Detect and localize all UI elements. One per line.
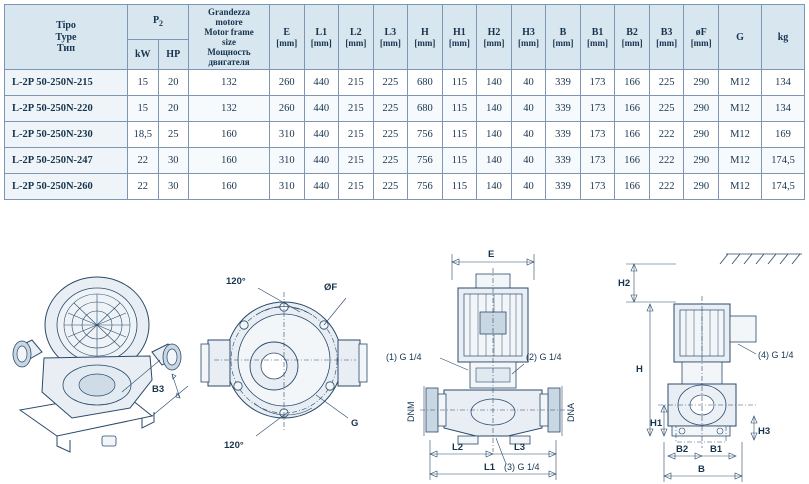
table-row xyxy=(5,148,805,174)
cell-b3: 222 xyxy=(649,122,684,148)
cell-kw: 15 xyxy=(128,96,159,122)
cell-h2: 140 xyxy=(477,174,512,200)
header-col-kg: kg xyxy=(762,5,805,70)
header-col-l1 xyxy=(304,5,339,70)
cell-f: 290 xyxy=(684,174,719,200)
header-col-h3 xyxy=(511,5,546,70)
cell-e: 310 xyxy=(270,122,305,148)
cell-frame: 132 xyxy=(189,96,270,122)
header-col-e-label: E xyxy=(283,26,291,38)
header-kw: kW xyxy=(128,40,159,70)
cell-h3: 40 xyxy=(511,174,546,200)
cell-kg: 169 xyxy=(762,122,805,148)
label-h: H xyxy=(636,364,643,375)
header-col-g: G xyxy=(719,5,762,70)
cell-h2: 140 xyxy=(477,96,512,122)
cell-b2: 166 xyxy=(615,70,650,96)
specification-table xyxy=(4,4,805,200)
cell-b1: 173 xyxy=(580,174,615,200)
cell-l3: 225 xyxy=(373,174,408,200)
cell-f: 290 xyxy=(684,148,719,174)
header-col-h2-unit: [mm] xyxy=(483,37,505,48)
header-col-f xyxy=(684,5,719,70)
cell-f: 290 xyxy=(684,96,719,122)
header-col-b xyxy=(546,5,581,70)
cell-kg: 134 xyxy=(762,70,805,96)
header-col-b1-label: B1 xyxy=(591,26,604,38)
cell-l2: 215 xyxy=(339,70,374,96)
table-row xyxy=(5,96,805,122)
header-col-b1 xyxy=(580,5,615,70)
cell-h3: 40 xyxy=(511,96,546,122)
label-angle-bottom: 120° xyxy=(224,440,244,451)
cell-hp: 30 xyxy=(158,148,189,174)
cell-g: M12 xyxy=(719,122,762,148)
drawing-isometric-view xyxy=(2,240,192,484)
header-col-h-unit: [mm] xyxy=(414,37,436,48)
cell-g: M12 xyxy=(719,96,762,122)
cell-l1: 440 xyxy=(304,96,339,122)
label-of: ØF xyxy=(324,282,338,293)
cell-b3: 222 xyxy=(649,174,684,200)
header-tipo-line-2: Type xyxy=(55,31,77,43)
header-col-l2 xyxy=(339,5,374,70)
cell-h: 756 xyxy=(408,148,443,174)
table-body xyxy=(5,70,805,200)
cell-h1: 115 xyxy=(442,70,477,96)
cell-b2: 166 xyxy=(615,122,650,148)
header-col-h1 xyxy=(442,5,477,70)
label-l1: L1 xyxy=(484,462,496,473)
header-col-h-label: H xyxy=(421,26,429,38)
cell-e: 260 xyxy=(270,96,305,122)
header-col-h2 xyxy=(477,5,512,70)
header-col-l2-unit: [mm] xyxy=(345,37,367,48)
table-header xyxy=(5,5,805,70)
cell-b3: 222 xyxy=(649,148,684,174)
header-col-h3-label: H3 xyxy=(522,26,535,38)
cell-h: 756 xyxy=(408,122,443,148)
cell-model: L-2P 50-250N-220 xyxy=(5,96,128,122)
frame-line-5: Мощность xyxy=(207,47,251,58)
cell-b2: 166 xyxy=(615,148,650,174)
label-g4-quarter: (4) G 1/4 xyxy=(758,350,794,360)
header-col-h2-label: H2 xyxy=(487,26,501,38)
cell-model: L-2P 50-250N-260 xyxy=(5,174,128,200)
frame-line-1: Grandezza xyxy=(208,7,250,17)
cell-kw: 22 xyxy=(128,148,159,174)
cell-f: 290 xyxy=(684,122,719,148)
cell-h: 680 xyxy=(408,70,443,96)
cell-l1: 440 xyxy=(304,122,339,148)
header-p2-label: P xyxy=(152,15,160,27)
label-h1: H1 xyxy=(650,418,663,429)
header-col-b3-unit: [mm] xyxy=(656,37,678,48)
cell-l3: 225 xyxy=(373,122,408,148)
header-col-b3-label: B3 xyxy=(660,26,673,38)
header-col-b2 xyxy=(615,5,650,70)
cell-kw: 22 xyxy=(128,174,159,200)
frame-line-4: size xyxy=(222,37,236,48)
cell-h2: 140 xyxy=(477,70,512,96)
header-p2 xyxy=(128,5,189,40)
frame-line-3: Motor frame xyxy=(204,27,254,38)
cell-h3: 40 xyxy=(511,122,546,148)
drawing-front-view xyxy=(384,240,604,484)
cell-h1: 115 xyxy=(442,174,477,200)
header-col-f-unit: [mm] xyxy=(690,37,712,48)
cell-h1: 115 xyxy=(442,148,477,174)
label-b1: B1 xyxy=(710,444,723,455)
cell-hp: 20 xyxy=(158,96,189,122)
cell-g: M12 xyxy=(719,174,762,200)
header-col-f-label: øF xyxy=(695,26,707,38)
header-tipo-line-3: Тип xyxy=(57,42,75,54)
cell-g: M12 xyxy=(719,148,762,174)
drawing-side-view xyxy=(606,240,806,484)
cell-h1: 115 xyxy=(442,122,477,148)
cell-b2: 166 xyxy=(615,174,650,200)
header-col-b3 xyxy=(649,5,684,70)
label-b3: B3 xyxy=(152,384,165,395)
cell-kg: 174,5 xyxy=(762,148,805,174)
cell-kw: 18,5 xyxy=(128,122,159,148)
table-row xyxy=(5,174,805,200)
cell-l2: 215 xyxy=(339,148,374,174)
cell-kg: 174,5 xyxy=(762,174,805,200)
cell-hp: 20 xyxy=(158,70,189,96)
cell-b: 339 xyxy=(546,148,581,174)
cell-b: 339 xyxy=(546,96,581,122)
cell-h2: 140 xyxy=(477,148,512,174)
cell-e: 260 xyxy=(270,70,305,96)
cell-l2: 215 xyxy=(339,96,374,122)
header-col-e-unit: [mm] xyxy=(276,37,298,48)
cell-l2: 215 xyxy=(339,122,374,148)
cell-b: 339 xyxy=(546,122,581,148)
header-hp: HP xyxy=(158,40,189,70)
cell-frame: 132 xyxy=(189,70,270,96)
label-l2: L2 xyxy=(452,442,464,453)
cell-frame: 160 xyxy=(189,122,270,148)
cell-kw: 15 xyxy=(128,70,159,96)
header-col-l2-label: L2 xyxy=(349,26,362,38)
label-e: E xyxy=(488,249,495,260)
table-row xyxy=(5,122,805,148)
label-g: G xyxy=(351,418,359,429)
label-b2: B2 xyxy=(676,444,689,455)
cell-l1: 440 xyxy=(304,174,339,200)
cell-l3: 225 xyxy=(373,96,408,122)
header-col-b1-unit: [mm] xyxy=(587,37,609,48)
cell-model: L-2P 50-250N-215 xyxy=(5,70,128,96)
cell-h: 680 xyxy=(408,96,443,122)
cell-b: 339 xyxy=(546,70,581,96)
cell-hp: 30 xyxy=(158,174,189,200)
label-g2-quarter: (2) G 1/4 xyxy=(526,352,562,362)
header-tipo xyxy=(5,5,128,70)
header-col-b-label: B xyxy=(559,26,567,38)
cell-b3: 225 xyxy=(649,70,684,96)
header-col-l1-unit: [mm] xyxy=(310,37,332,48)
label-dnm: DNM xyxy=(406,401,416,422)
label-l3: L3 xyxy=(514,442,526,453)
label-g1-quarter: (1) G 1/4 xyxy=(386,352,422,362)
cell-h3: 40 xyxy=(511,148,546,174)
cell-b2: 166 xyxy=(615,96,650,122)
cell-b1: 173 xyxy=(580,148,615,174)
cell-h2: 140 xyxy=(477,122,512,148)
cell-e: 310 xyxy=(270,148,305,174)
cell-e: 310 xyxy=(270,174,305,200)
label-dna: DNA xyxy=(566,402,576,422)
frame-line-2: motore xyxy=(215,17,243,28)
cell-l1: 440 xyxy=(304,148,339,174)
header-tipo-line-1: Tipo xyxy=(56,20,76,32)
label-angle-top: 120° xyxy=(226,276,246,287)
cell-b1: 173 xyxy=(580,122,615,148)
header-col-l3-label: L3 xyxy=(384,26,397,38)
header-col-h1-unit: [mm] xyxy=(448,37,470,48)
cell-frame: 160 xyxy=(189,174,270,200)
cell-b1: 173 xyxy=(580,96,615,122)
cell-g: M12 xyxy=(719,70,762,96)
label-h3: H3 xyxy=(758,426,771,437)
header-motor-frame xyxy=(189,5,270,70)
header-col-l3 xyxy=(373,5,408,70)
header-p2-sub: 2 xyxy=(159,19,164,29)
header-col-b2-unit: [mm] xyxy=(621,37,643,48)
cell-kg: 134 xyxy=(762,96,805,122)
header-col-h1-label: H1 xyxy=(453,26,466,38)
table-row xyxy=(5,70,805,96)
header-col-l1-label: L1 xyxy=(315,26,328,38)
cell-l2: 215 xyxy=(339,174,374,200)
header-col-h3-unit: [mm] xyxy=(517,37,539,48)
label-g3-quarter: (3) G 1/4 xyxy=(504,462,540,472)
label-h2: H2 xyxy=(618,278,631,289)
header-col-e xyxy=(270,5,305,70)
datasheet-page xyxy=(0,4,809,484)
header-col-b2-label: B2 xyxy=(626,26,638,38)
cell-l3: 225 xyxy=(373,148,408,174)
header-col-b-unit: [mm] xyxy=(552,37,574,48)
cell-b1: 173 xyxy=(580,70,615,96)
cell-l3: 225 xyxy=(373,70,408,96)
cell-model: L-2P 50-250N-247 xyxy=(5,148,128,174)
header-col-h xyxy=(408,5,443,70)
label-b: B xyxy=(698,464,705,475)
cell-l1: 440 xyxy=(304,70,339,96)
cell-hp: 25 xyxy=(158,122,189,148)
cell-f: 290 xyxy=(684,70,719,96)
cell-b3: 225 xyxy=(649,96,684,122)
drawings-area xyxy=(0,240,809,484)
cell-h1: 115 xyxy=(442,96,477,122)
cell-model: L-2P 50-250N-230 xyxy=(5,122,128,148)
cell-b: 339 xyxy=(546,174,581,200)
cell-frame: 160 xyxy=(189,148,270,174)
cell-h3: 40 xyxy=(511,70,546,96)
cell-h: 756 xyxy=(408,174,443,200)
header-col-l3-unit: [mm] xyxy=(379,37,401,48)
drawing-top-view xyxy=(196,240,381,484)
frame-line-6: двигателя xyxy=(208,57,250,68)
